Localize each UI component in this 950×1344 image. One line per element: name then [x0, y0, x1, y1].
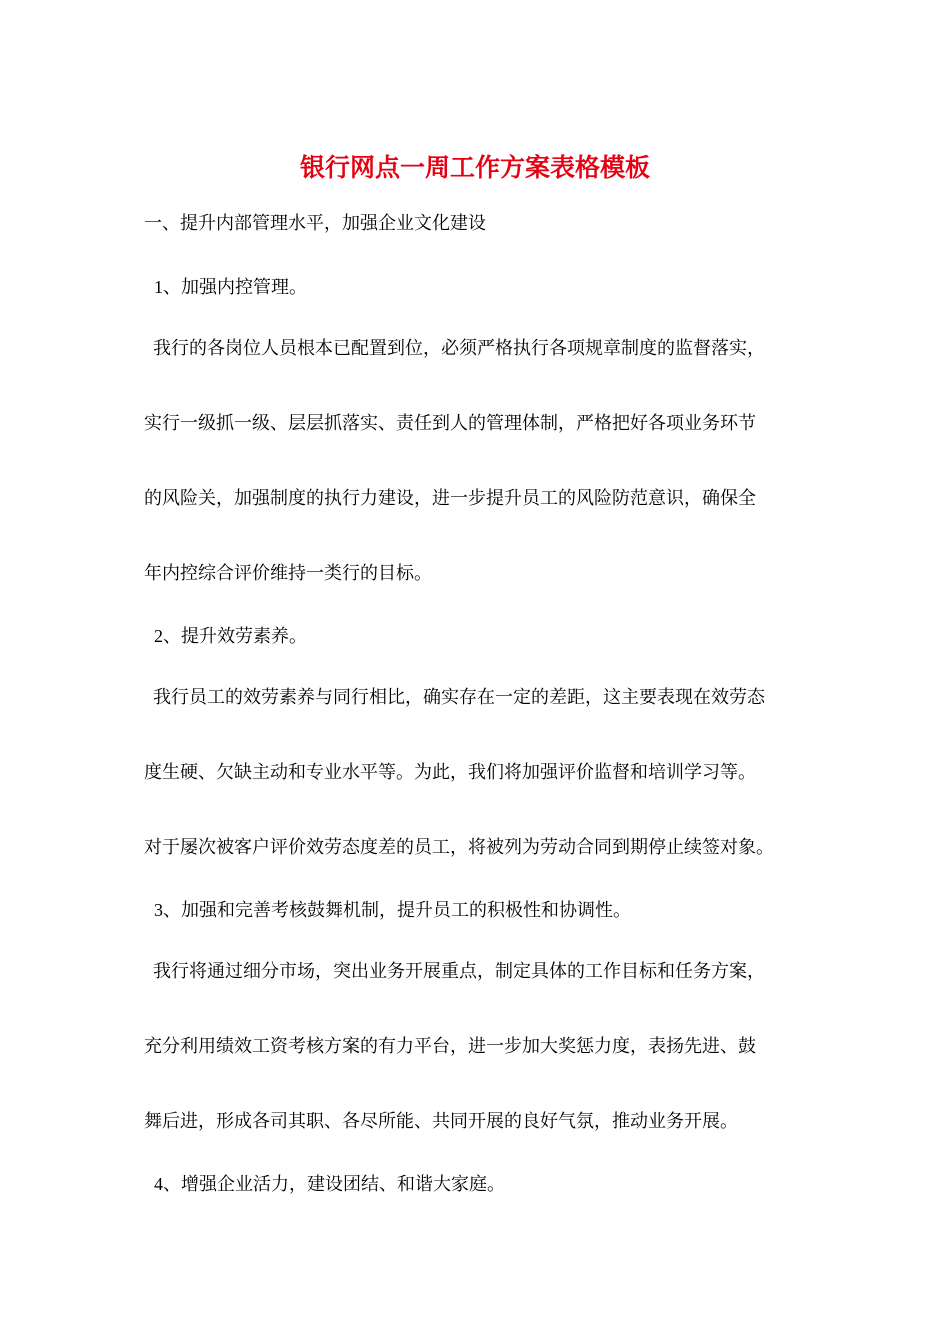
item-number: 4: [154, 1174, 163, 1194]
paragraph-line: 舞后进，形成各司其职、各尽所能、共同开展的良好气氛，推动业务开展。: [144, 1111, 738, 1132]
item-number: 2: [154, 626, 163, 646]
item-text: 、加强和完善考核鼓舞机制，提升员工的积极性和协调性。: [163, 900, 631, 921]
section-heading: 一、提升内部管理水平，加强企业文化建设: [144, 213, 486, 234]
paragraph-line: 度生硬、欠缺主动和专业水平等。为此，我们将加强评价监督和培训学习等。: [144, 762, 756, 783]
item-text: 、增强企业活力，建设团结、和谐大家庭。: [163, 1174, 505, 1195]
item-heading-3: [154, 897, 631, 924]
paragraph-line: 对于屡次被客户评价效劳态度差的员工，将被列为劳动合同到期停止续签对象。: [144, 837, 774, 858]
paragraph-line: 充分利用绩效工资考核方案的有力平台，进一步加大奖惩力度，表扬先进、鼓: [144, 1036, 756, 1057]
item-heading-1: [154, 274, 307, 301]
item-text: 、提升效劳素养。: [163, 626, 307, 647]
paragraph-line: 我行将通过细分市场，突出业务开展重点，制定具体的工作目标和任务方案，: [153, 961, 765, 982]
paragraph-line: 我行员工的效劳素养与同行相比，确实存在一定的差距，这主要表现在效劳态: [153, 687, 765, 708]
paragraph-line: 实行一级抓一级、层层抓落实、责任到人的管理体制，严格把好各项业务环节: [144, 413, 756, 434]
item-number: 3: [154, 900, 163, 920]
paragraph-line: 年内控综合评价维持一类行的目标。: [144, 563, 432, 584]
item-heading-4: [154, 1171, 505, 1198]
item-heading-2: [154, 623, 307, 650]
item-number: 1: [154, 277, 163, 297]
paragraph-line: 我行的各岗位人员根本已配置到位，必须严格执行各项规章制度的监督落实，: [153, 338, 765, 359]
document-title: 银行网点一周工作方案表格模板: [299, 153, 650, 182]
item-text: 、加强内控管理。: [163, 277, 307, 298]
paragraph-line: 的风险关，加强制度的执行力建设，进一步提升员工的风险防范意识，确保全: [144, 488, 756, 509]
